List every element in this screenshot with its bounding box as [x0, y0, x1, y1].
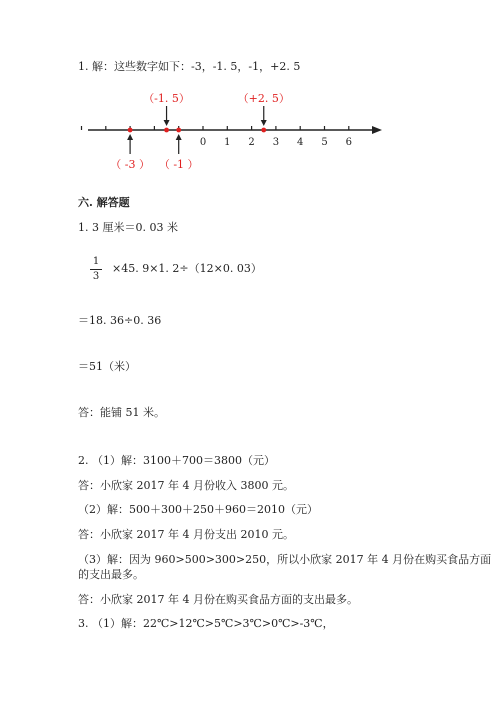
point-dot [164, 128, 169, 133]
point-label: （-1. 5） [143, 92, 190, 105]
answer-line-9: 的支出最多。 [78, 568, 144, 581]
fraction-denominator: 3 [92, 271, 100, 282]
tick-label: 2 [248, 137, 255, 148]
tick-label: 1 [224, 137, 231, 148]
point-arrowhead [261, 120, 267, 126]
answer-line-6: （2）解：500＋300＋250＋960＝2010（元） [78, 503, 318, 516]
result-line-2: ＝51（米） [78, 360, 136, 373]
answer-line-4: 2. （1）解：3100＋700＝3800（元） [78, 454, 275, 467]
point-dot [261, 128, 266, 133]
fraction-bar [90, 269, 102, 270]
point-label: （ -3 ） [110, 158, 150, 171]
fraction-numerator: 1 [92, 256, 100, 267]
point-arrowhead [164, 120, 170, 126]
section-heading: 六. 解答题 [78, 196, 130, 209]
answer-line-1: 1. 解：这些数字如下：-3，-1. 5，-1，+2. 5 [78, 60, 301, 73]
point-label: （ -1 ） [158, 158, 199, 171]
result-line-1: ＝18. 36÷0. 36 [78, 314, 162, 327]
answer-line-2: 1. 3 厘米＝0. 03 米 [78, 221, 178, 234]
answer-line-3: 答：能铺 51 米。 [78, 406, 165, 419]
point-arrowhead [176, 134, 182, 140]
fraction-one-third [90, 256, 102, 283]
tick-label: 5 [321, 137, 328, 148]
axis-arrowhead [372, 126, 382, 134]
answer-line-8: （3）解：因为 960>500>300>250，所以小欣家 2017 年 4 月份在购买食品方面 [78, 553, 492, 566]
answer-line-11: 3. （1）解：22℃>12℃>5℃>3℃>0℃>-3℃， [78, 617, 334, 630]
number-line-figure [0, 90, 500, 200]
expression-line: ×45. 9×1. 2÷（12×0. 03） [112, 262, 262, 275]
answer-line-5: 答：小欣家 2017 年 4 月份收入 3800 元。 [78, 479, 294, 492]
point-arrowhead [127, 134, 133, 140]
answer-line-10: 答：小欣家 2017 年 4 月份在购买食品方面的支出最多。 [78, 593, 358, 606]
point-dot [128, 128, 133, 133]
tick-label: 0 [199, 137, 207, 148]
point-label: （+2. 5） [237, 92, 290, 105]
point-dot [176, 128, 181, 133]
answer-line-7: 答：小欣家 2017 年 4 月份支出 2010 元。 [78, 528, 294, 541]
tick-label: 3 [272, 137, 280, 148]
tick-label: 4 [297, 137, 304, 148]
tick-label: 6 [345, 137, 352, 148]
